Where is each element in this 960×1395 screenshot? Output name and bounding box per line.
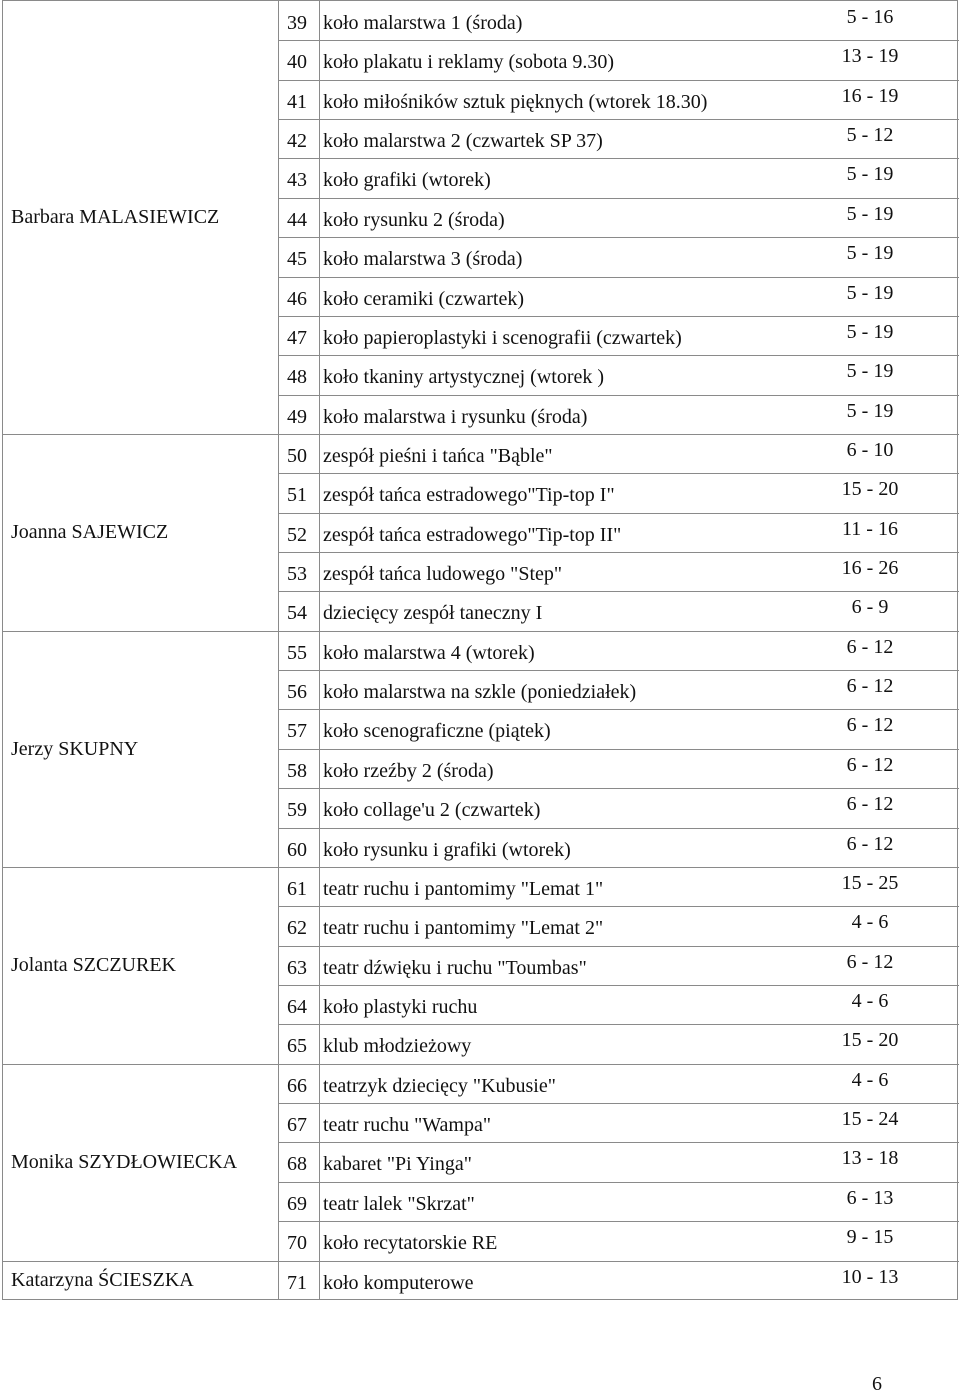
teacher-name: Barbara MALASIEWICZ xyxy=(11,206,220,229)
row-number: 52 xyxy=(287,523,307,546)
row-divider xyxy=(278,119,959,120)
row-divider xyxy=(278,355,959,356)
age-range: 5 - 19 xyxy=(846,202,894,225)
row-divider xyxy=(278,591,959,592)
age-range: 15 - 25 xyxy=(841,871,899,894)
activity-name: koło malarstwa 2 (czwartek SP 37) xyxy=(323,130,603,153)
row-divider xyxy=(278,158,959,159)
teacher-group-divider xyxy=(3,1064,278,1065)
row-divider xyxy=(278,40,959,41)
activity-name: koło plastyki ruchu xyxy=(323,996,478,1018)
activity-name: klub młodzieżowy xyxy=(323,1035,472,1058)
row-number: 50 xyxy=(287,444,307,467)
row-divider xyxy=(278,513,959,514)
activity-name: zespół tańca ludowego "Step" xyxy=(323,563,563,586)
row-divider xyxy=(278,709,959,710)
activity-name: koło recytatorskie RE xyxy=(323,1232,498,1255)
activity-name: koło ceramiki (czwartek) xyxy=(323,287,525,310)
activity-name: teatr dźwięku i ruchu "Toumbas" xyxy=(323,956,587,979)
teacher-group-divider xyxy=(3,1261,278,1262)
row-number: 41 xyxy=(287,90,307,113)
age-range: 10 - 13 xyxy=(841,1265,899,1288)
row-divider xyxy=(278,985,959,986)
row-divider xyxy=(278,1064,959,1065)
row-divider xyxy=(278,434,959,435)
row-number: 53 xyxy=(287,563,307,586)
age-range: 4 - 6 xyxy=(851,1068,889,1091)
age-range: 16 - 19 xyxy=(841,84,899,107)
activity-name: zespół tańca estradowego"Tip-top II" xyxy=(323,523,622,546)
row-divider xyxy=(278,1221,959,1222)
row-divider xyxy=(278,316,959,317)
activity-name: teatr ruchu i pantomimy "Lemat 1" xyxy=(323,877,604,900)
row-divider xyxy=(278,1182,959,1183)
row-divider xyxy=(278,828,959,829)
activity-name: zespół pieśni i tańca "Bąble" xyxy=(323,444,553,467)
age-range: 11 - 16 xyxy=(842,517,898,540)
row-divider xyxy=(278,237,959,238)
row-divider xyxy=(278,277,959,278)
row-divider xyxy=(278,906,959,907)
activity-name: koło miłośników sztuk pięknych (wtorek 18.30) xyxy=(323,90,708,113)
teacher-group-divider xyxy=(3,631,278,632)
row-number: 51 xyxy=(287,484,307,507)
row-number: 64 xyxy=(287,996,307,1018)
row-number: 61 xyxy=(287,877,307,900)
teacher-name: Katarzyna ŚCIESZKA xyxy=(11,1269,194,1292)
row-number: 63 xyxy=(287,956,307,979)
age-range: 5 - 19 xyxy=(846,242,894,265)
row-number: 69 xyxy=(287,1192,307,1215)
age-range: 6 - 12 xyxy=(846,675,894,698)
activity-name: zespół tańca estradowego"Tip-top I" xyxy=(323,484,615,507)
activity-name: koło rysunku 2 (środa) xyxy=(323,208,505,231)
activity-name: koło malarstwa 3 (środa) xyxy=(323,248,523,271)
row-number: 65 xyxy=(287,1035,307,1058)
age-range: 6 - 12 xyxy=(846,753,894,776)
activity-name: teatrzyk dziecięcy "Kubusie" xyxy=(323,1074,556,1097)
age-range: 5 - 19 xyxy=(846,399,894,422)
row-divider xyxy=(278,1103,959,1104)
row-number: 45 xyxy=(287,248,307,271)
activity-name: koło grafiki (wtorek) xyxy=(323,169,491,192)
row-divider xyxy=(278,198,959,199)
activity-name: koło malarstwa na szkle (poniedziałek) xyxy=(323,681,637,704)
teacher-group-divider xyxy=(3,867,278,868)
row-number: 66 xyxy=(287,1074,307,1097)
row-number: 59 xyxy=(287,799,307,822)
teacher-column-divider xyxy=(278,1,279,1299)
row-number: 40 xyxy=(287,51,307,74)
row-number: 48 xyxy=(287,366,307,389)
activity-name: koło malarstwa 4 (wtorek) xyxy=(323,641,535,664)
activity-name: kabaret "Pi Yinga" xyxy=(323,1153,472,1176)
teacher-name: Monika SZYDŁOWIECKA xyxy=(11,1151,238,1174)
age-range: 5 - 19 xyxy=(846,320,894,343)
row-divider xyxy=(278,1142,959,1143)
row-number: 44 xyxy=(287,208,307,231)
row-divider xyxy=(278,867,959,868)
age-range: 6 - 9 xyxy=(851,596,889,619)
activity-name: koło rzeźby 2 (środa) xyxy=(323,759,494,782)
activity-name: koło malarstwa 1 (środa) xyxy=(323,12,523,34)
row-number: 60 xyxy=(287,838,307,861)
row-number: 49 xyxy=(287,405,307,428)
teacher-group-divider xyxy=(3,434,278,435)
age-range: 13 - 19 xyxy=(841,45,899,68)
row-number: 39 xyxy=(287,12,307,34)
row-divider xyxy=(278,552,959,553)
activity-name: koło komputerowe xyxy=(323,1271,474,1294)
age-range: 13 - 18 xyxy=(841,1147,899,1170)
age-range: 5 - 16 xyxy=(846,6,894,28)
row-divider xyxy=(278,1024,959,1025)
age-range: 15 - 24 xyxy=(841,1108,899,1131)
row-number: 54 xyxy=(287,602,307,625)
age-range: 5 - 12 xyxy=(846,124,894,147)
row-number: 70 xyxy=(287,1232,307,1255)
age-range: 6 - 12 xyxy=(846,635,894,658)
row-divider xyxy=(278,788,959,789)
activity-name: teatr ruchu i pantomimy "Lemat 2" xyxy=(323,917,604,940)
row-number: 42 xyxy=(287,130,307,153)
teacher-name: Jolanta SZCZUREK xyxy=(11,954,176,977)
activity-name: teatr ruchu "Wampa" xyxy=(323,1114,491,1137)
row-divider xyxy=(278,749,959,750)
age-range: 16 - 26 xyxy=(841,557,899,580)
age-range: 4 - 6 xyxy=(851,911,889,934)
age-range: 6 - 13 xyxy=(846,1186,894,1209)
age-range: 4 - 6 xyxy=(851,990,889,1012)
age-range: 6 - 12 xyxy=(846,793,894,816)
age-range: 6 - 12 xyxy=(846,950,894,973)
row-number: 47 xyxy=(287,326,307,349)
activity-name: dziecięcy zespół taneczny I xyxy=(323,602,543,625)
age-range: 6 - 12 xyxy=(846,832,894,855)
row-number: 56 xyxy=(287,681,307,704)
teacher-name: Jerzy SKUPNY xyxy=(11,737,139,760)
teacher-name: Joanna SAJEWICZ xyxy=(11,521,169,544)
row-divider xyxy=(278,395,959,396)
row-divider xyxy=(278,670,959,671)
row-number: 68 xyxy=(287,1153,307,1176)
activity-name: koło malarstwa i rysunku (środa) xyxy=(323,405,588,428)
activity-name: koło rysunku i grafiki (wtorek) xyxy=(323,838,571,861)
row-divider xyxy=(278,473,959,474)
row-number: 57 xyxy=(287,720,307,743)
age-range: 5 - 19 xyxy=(846,163,894,186)
activity-name: koło papieroplastyki i scenografii (czwartek) xyxy=(323,326,682,349)
row-number: 55 xyxy=(287,641,307,664)
age-range: 15 - 20 xyxy=(841,478,899,501)
age-range: 5 - 19 xyxy=(846,281,894,304)
row-divider xyxy=(278,631,959,632)
page-number: 6 xyxy=(872,1373,882,1395)
row-number: 58 xyxy=(287,759,307,782)
activity-name: koło scenograficzne (piątek) xyxy=(323,720,551,743)
activity-name: koło tkaniny artystycznej (wtorek ) xyxy=(323,366,605,389)
row-number: 67 xyxy=(287,1114,307,1137)
row-divider xyxy=(278,80,959,81)
activity-name: koło collage'u 2 (czwartek) xyxy=(323,799,541,822)
row-number: 43 xyxy=(287,169,307,192)
row-number: 62 xyxy=(287,917,307,940)
activities-table xyxy=(2,0,958,1300)
number-column-divider xyxy=(319,1,320,1299)
age-range: 6 - 10 xyxy=(846,438,894,461)
row-divider xyxy=(278,946,959,947)
activity-name: teatr lalek "Skrzat" xyxy=(323,1192,475,1215)
row-divider xyxy=(278,1261,959,1262)
age-range: 6 - 12 xyxy=(846,714,894,737)
row-number: 71 xyxy=(287,1271,307,1294)
age-range: 9 - 15 xyxy=(846,1226,894,1249)
age-range: 5 - 19 xyxy=(846,360,894,383)
age-range: 15 - 20 xyxy=(841,1029,899,1052)
row-number: 46 xyxy=(287,287,307,310)
activity-name: koło plakatu i reklamy (sobota 9.30) xyxy=(323,51,615,74)
